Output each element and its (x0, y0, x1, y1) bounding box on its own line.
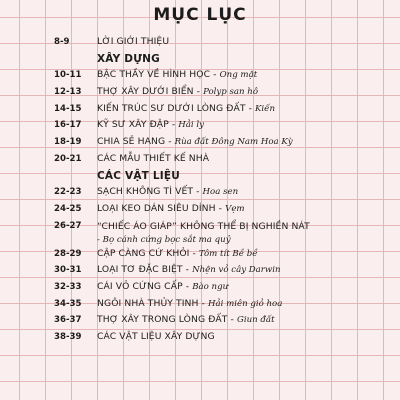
entry-title: KIẾN TRÚC SƯ DƯỚI LÒNG ĐẤT - (97, 102, 256, 114)
entry-subject: Kiến (255, 103, 276, 114)
entry-subject: Rùa đất Đông Nam Hoa Kỳ (174, 137, 293, 148)
toc-entry (0, 134, 400, 151)
entry-title: BẬC THẦY VỀ HÌNH HỌC - (97, 69, 220, 81)
entry-title: CHIA SẺ HANG - (97, 136, 175, 148)
entry-subject: Ong mật (219, 70, 258, 81)
page-range: 8-9 (54, 37, 70, 47)
toc-section (0, 168, 400, 185)
entry-text (97, 134, 293, 151)
toc-entry (0, 296, 400, 313)
entry-subject: Nhện vỏ cây Darwin (192, 265, 281, 276)
entry-title: THỢ XÂY DƯỚI BIỂN - (97, 86, 204, 98)
page-range: 14-15 (54, 103, 82, 114)
entry-text (97, 101, 275, 118)
page-title: MỤC LỤC (153, 5, 247, 25)
toc-entry (0, 312, 400, 329)
toc-entry (0, 84, 400, 101)
entry-title: LOẠI KEO DÁN SIÊU DÍNH - (97, 202, 226, 214)
entry-text (97, 220, 310, 247)
entry-title: NGÔI NHÀ THỦY TINH - (97, 297, 208, 309)
page-range: 12-13 (54, 87, 82, 98)
page-range: 16-17 (54, 120, 82, 131)
page-range: 36-37 (54, 315, 82, 326)
entry-title: LOẠI TƠ ĐẶC BIỆT - (97, 264, 193, 276)
toc-entry (0, 262, 400, 279)
toc-entry (0, 329, 400, 346)
entry-title: CÁC VẬT LIỆU XÂY DỰNG (97, 331, 215, 342)
toc-entry (0, 279, 400, 296)
entry-title: SẠCH KHÔNG TÌ VẾT - (97, 186, 203, 198)
entry-text (97, 201, 245, 218)
section-heading: CÁC VẬT LIỆU (97, 169, 180, 182)
entry-title: “CHIẾC ÁO GIÁP” KHÔNG THỂ BỊ NGHIỀN NÁT (97, 220, 310, 232)
entry-title: CẬP CÀNG CỨ KHỎI - (97, 247, 199, 259)
section-heading: XÂY DỰNG (97, 52, 160, 65)
entry-text (97, 296, 282, 313)
entry-text (97, 312, 275, 329)
entry-text (97, 246, 258, 263)
entry-title: CÁI VỎ CỨNG CẤP - (97, 280, 193, 292)
entry-text (97, 279, 228, 296)
entry-text (97, 67, 257, 84)
entry-text (97, 151, 209, 168)
toc-entry (0, 184, 400, 201)
entry-subject: Bào ngư (192, 281, 229, 292)
entry-subject: Giun đất (236, 315, 275, 326)
table-of-contents (0, 34, 400, 346)
entry-subject: Tôm tít Bề bề (198, 248, 258, 259)
toc-entry (0, 201, 400, 218)
page-range: 32-33 (54, 281, 82, 292)
toc-entry (0, 246, 400, 263)
toc-entry (0, 117, 400, 134)
page-range: 34-35 (54, 298, 82, 309)
page-range: 18-19 (54, 137, 82, 148)
toc-entry (0, 34, 400, 51)
entry-title: KỸ SƯ XÂY ĐẬP - (97, 119, 179, 131)
page-range: 38-39 (54, 332, 82, 342)
entry-subject: Hải miên giỏ hoa (207, 298, 283, 309)
toc-entry (0, 67, 400, 84)
entry-text (97, 34, 169, 51)
entry-subject: Polyp san hô (203, 87, 259, 98)
page-range: 24-25 (54, 203, 82, 214)
entry-title: LỜI GIỚI THIỆU (97, 36, 170, 47)
entry-subject: Hải ly (178, 120, 204, 131)
toc-entry (0, 218, 400, 246)
entry-text (97, 117, 204, 134)
page-range: 22-23 (54, 187, 82, 198)
toc-entry (0, 101, 400, 118)
entry-text (97, 84, 258, 101)
page-range: 26-27 (54, 220, 82, 231)
entry-title: THỢ XÂY TRONG LÒNG ĐẤT - (97, 314, 237, 326)
entry-text (97, 184, 238, 201)
entry-subject: - Bọ cánh cứng bọc sắt ma quỷ (97, 234, 231, 245)
page-range: 30-31 (54, 265, 82, 276)
entry-text (97, 262, 281, 279)
page-range: 20-21 (54, 153, 82, 164)
toc-entry (0, 151, 400, 168)
page-range: 28-29 (54, 248, 82, 259)
entry-text (97, 329, 215, 346)
entry-subject: Vẹm (225, 203, 245, 214)
entry-subject: Hoa sen (202, 187, 239, 198)
page-range: 10-11 (54, 70, 82, 81)
toc-section (0, 51, 400, 68)
entry-title: CÁC MẪU THIẾT KẾ NHÀ (97, 152, 210, 164)
